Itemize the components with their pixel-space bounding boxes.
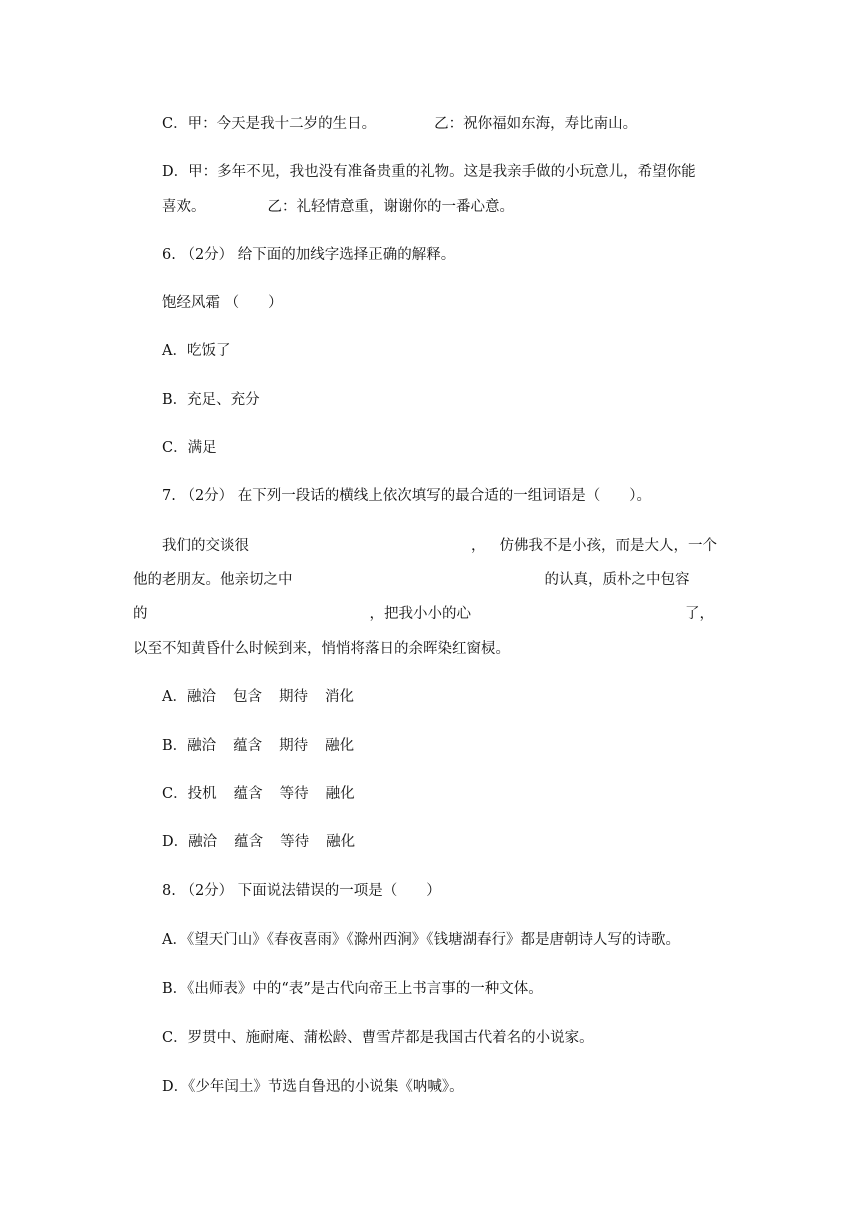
q8-option-a-label: A． bbox=[162, 932, 187, 948]
q5-option-d-text2b: 乙：礼轻情意重，谢谢你的一番心意。 bbox=[267, 199, 514, 215]
q7-option-b-word-4: 融化 bbox=[325, 738, 355, 754]
q7-option-a-word-4: 消化 bbox=[324, 689, 354, 705]
q7-option-d-word-1: 融洽 bbox=[188, 834, 218, 850]
q8-option-d-label: D． bbox=[162, 1079, 189, 1095]
q7-option-a-word-1: 融洽 bbox=[186, 689, 216, 705]
q5-option-c-part-b: 乙：祝你福如东海，寿比南山。 bbox=[434, 116, 638, 132]
q6-option-b bbox=[162, 390, 260, 410]
q8-stem: 8. （2分） 下面说法错误的一项是（ ） bbox=[162, 883, 441, 899]
q7-option-d bbox=[162, 832, 355, 852]
q7-option-c-word-1: 投机 bbox=[187, 786, 217, 802]
q6-option-a-label: A． bbox=[162, 343, 187, 359]
q6-option-c bbox=[162, 438, 217, 458]
q7-option-a-word-2: 包含 bbox=[232, 689, 262, 705]
q7-option-b bbox=[162, 736, 354, 756]
q5-option-d-line1 bbox=[162, 162, 696, 182]
q7-passage-l1b: ， bbox=[471, 538, 486, 554]
q5-option-d-text1: 甲：多年不见，我也没有准备贵重的礼物。这是我亲手做的小玩意儿，希望你能 bbox=[188, 164, 696, 180]
q7-option-d-word-3: 等待 bbox=[280, 834, 310, 850]
q7-option-a-label: A． bbox=[162, 689, 187, 705]
q7-option-b-word-2: 蕴含 bbox=[233, 738, 263, 754]
q7-passage-l3a: 的 bbox=[133, 606, 148, 622]
q7-option-c-word-3: 等待 bbox=[279, 786, 309, 802]
q6-word: 饱经风霜 （ ） bbox=[162, 295, 283, 311]
q7-stem: 7. （2分） 在下列一段话的横线上依次填写的最合适的一组词语是（ ）。 bbox=[162, 488, 652, 504]
q5-option-d-label: D． bbox=[162, 164, 189, 180]
q8-option-a-text: 《望天门山》《春夜喜雨》《滁州西涧》《钱塘湖春行》都是唐朝诗人写的诗歌。 bbox=[186, 932, 680, 948]
q7-option-c-word-2: 蕴含 bbox=[233, 786, 263, 802]
q7-option-b-label: B． bbox=[162, 738, 188, 754]
q8-option-b bbox=[162, 979, 543, 999]
q7-option-d-label: D． bbox=[162, 834, 189, 850]
q6-option-c-label: C． bbox=[162, 440, 188, 456]
q8-option-c-text: 罗贯中、施耐庵、蒲松龄、曹雪芹都是我国古代着名的小说家。 bbox=[187, 1030, 594, 1046]
q7-passage-line2 bbox=[133, 570, 690, 590]
q8-option-c-label: C． bbox=[162, 1030, 188, 1046]
q7-option-b-word-1: 融洽 bbox=[187, 738, 217, 754]
q8-option-d-text: 《少年闰土》节选自鲁迅的小说集《呐喊》。 bbox=[188, 1079, 464, 1095]
q8-option-d bbox=[162, 1077, 464, 1097]
q7-passage-line3 bbox=[133, 604, 714, 624]
q7-passage-l1c: 仿佛我不是小孩，而是大人，一个 bbox=[499, 538, 717, 554]
q7-option-d-word-4: 融化 bbox=[326, 834, 356, 850]
q6-option-a-text: 吃饭了 bbox=[186, 343, 231, 359]
q7-option-a bbox=[162, 687, 354, 707]
q6-option-b-label: B． bbox=[162, 392, 188, 408]
q7-passage-l2b: 的认真，质朴之中包容 bbox=[544, 572, 690, 588]
q7-option-c-word-4: 融化 bbox=[325, 786, 355, 802]
q5-option-c-label: C． bbox=[162, 116, 188, 132]
q7-option-a-word-3: 期待 bbox=[278, 689, 308, 705]
q8-option-b-label: B． bbox=[162, 981, 188, 997]
q8-option-c bbox=[162, 1028, 594, 1048]
q7-option-c-label: C． bbox=[162, 786, 188, 802]
q5-option-d-line2 bbox=[162, 197, 514, 217]
q7-option-b-word-3: 期待 bbox=[279, 738, 309, 754]
q7-passage-l2a: 他的老朋友。他亲切之中 bbox=[133, 572, 293, 588]
q8-option-a bbox=[162, 930, 680, 950]
q5-option-c bbox=[162, 114, 637, 134]
q6-option-b-text: 充足、充分 bbox=[187, 392, 260, 408]
q7-passage-l3c: 了， bbox=[685, 606, 714, 622]
q7-passage-line1 bbox=[162, 536, 717, 556]
q6-option-a bbox=[162, 341, 230, 361]
q7-passage-l1a: 我们的交谈很 bbox=[162, 538, 249, 554]
q6-stem: 6. （2分） 给下面的加线字选择正确的解释。 bbox=[162, 247, 456, 263]
q5-option-d-text2a: 喜欢。 bbox=[162, 199, 206, 215]
q7-passage-l3b: ，把我小小的心 bbox=[369, 606, 471, 622]
q7-passage-line4: 以至不知黄昏什么时候到来，悄悄将落日的余晖染红窗棂。 bbox=[133, 641, 510, 657]
q7-option-c bbox=[162, 784, 355, 804]
q7-option-d-word-2: 蕴含 bbox=[234, 834, 264, 850]
q8-option-b-text: 《出师表》中的“表”是古代向帝王上书言事的一种文体。 bbox=[187, 981, 543, 997]
q5-option-c-part-a: 甲：今天是我十二岁的生日。 bbox=[187, 116, 377, 132]
q6-option-c-text: 满足 bbox=[187, 440, 217, 456]
